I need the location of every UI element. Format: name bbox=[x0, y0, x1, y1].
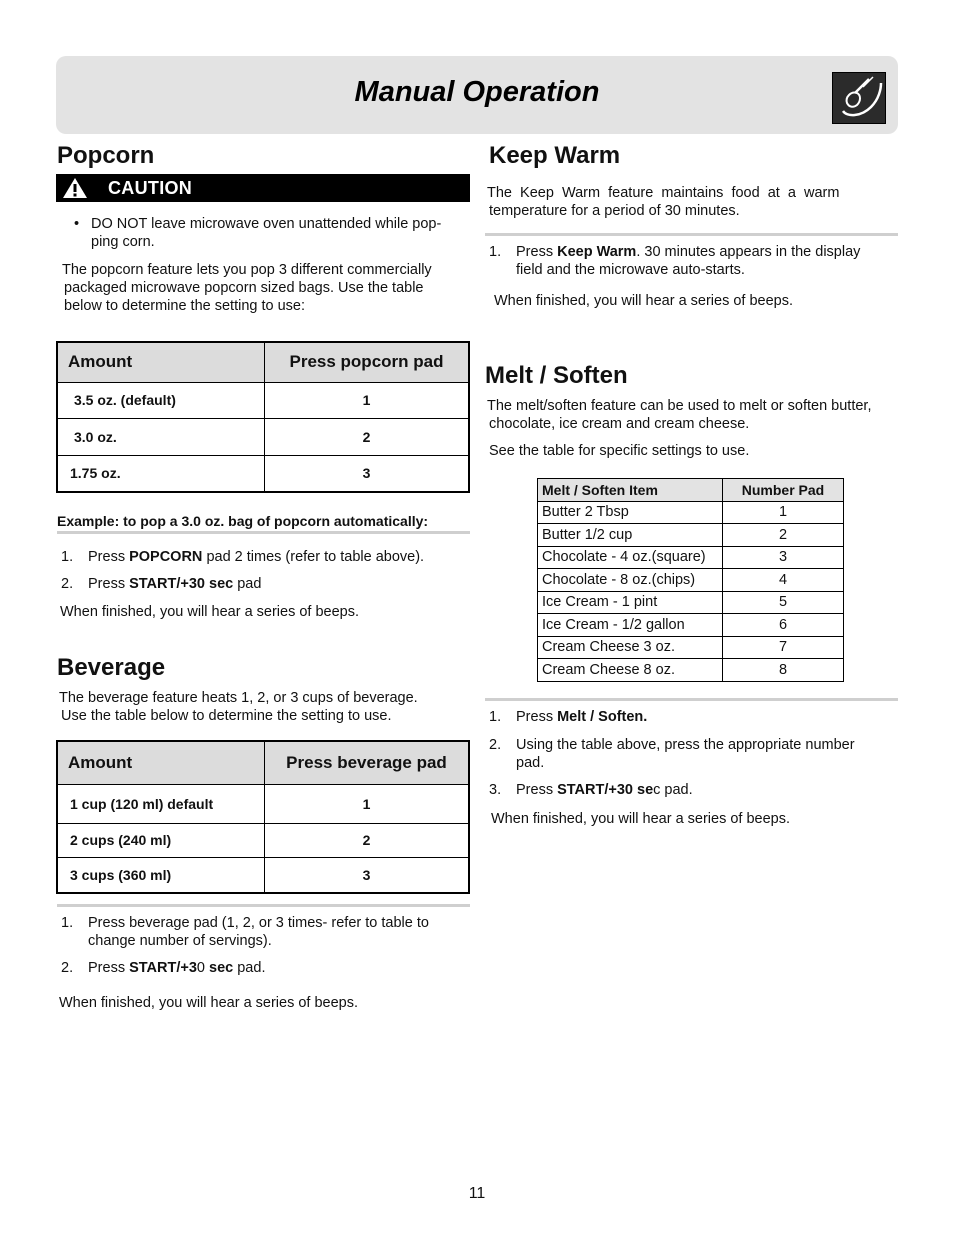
column-header-item: Melt / Soften Item bbox=[538, 479, 723, 502]
popcorn-table bbox=[56, 341, 470, 493]
item-cell: Chocolate - 4 oz.(square) bbox=[538, 546, 723, 569]
step-text: Press POPCORN pad 2 times (refer to table above). bbox=[88, 549, 425, 565]
pad-cell: 1 bbox=[265, 382, 470, 418]
pad-cell: 2 bbox=[265, 418, 470, 455]
step-text: Press START/+30 sec pad bbox=[88, 576, 262, 592]
column-header-pad: Press beverage pad bbox=[265, 741, 470, 784]
caution-bar bbox=[56, 174, 470, 202]
step-number: 2. bbox=[61, 576, 74, 592]
popcorn-heading: Popcorn bbox=[57, 142, 155, 169]
item-cell: Chocolate - 8 oz.(chips) bbox=[538, 569, 723, 592]
item-cell: Butter 1/2 cup bbox=[538, 524, 723, 547]
beverage-intro-line-2: Use the table below to determine the setting to use. bbox=[61, 708, 392, 724]
keep-warm-intro-line-1: The Keep Warm feature maintains food at a warm bbox=[487, 185, 840, 201]
pad-cell: 3 bbox=[265, 857, 470, 893]
bullet-line-1: DO NOT leave microwave oven unattended while pop- bbox=[91, 216, 442, 232]
divider bbox=[485, 698, 898, 701]
table-row bbox=[57, 455, 469, 492]
microwave-hand-icon bbox=[832, 72, 886, 124]
divider bbox=[57, 904, 470, 907]
warning-triangle-icon bbox=[62, 177, 88, 204]
table-row bbox=[538, 659, 844, 682]
bullet-dot: • bbox=[74, 216, 80, 232]
column-header-pad: Press popcorn pad bbox=[265, 342, 470, 382]
table-row bbox=[538, 524, 844, 547]
step-text: Press Melt / Soften. bbox=[516, 709, 648, 725]
melt-soften-heading: Melt / Soften bbox=[485, 362, 628, 389]
item-cell: Cream Cheese 3 oz. bbox=[538, 636, 723, 659]
table-header-row bbox=[57, 342, 469, 382]
amount-cell: 2 cups (240 ml) bbox=[57, 823, 265, 857]
pad-cell: 3 bbox=[265, 455, 470, 492]
pad-cell: 8 bbox=[723, 659, 844, 682]
pad-cell: 7 bbox=[723, 636, 844, 659]
step-text-line-1: Press Keep Warm. 30 minutes appears in the display bbox=[516, 244, 861, 260]
melt-finish: When finished, you will hear a series of beeps. bbox=[491, 811, 791, 827]
column-header-amount: Amount bbox=[57, 741, 265, 784]
beverage-table bbox=[56, 740, 470, 894]
column-header-amount: Amount bbox=[57, 342, 265, 382]
step-number: 1. bbox=[489, 709, 502, 725]
table-row bbox=[538, 546, 844, 569]
pad-cell: 3 bbox=[723, 546, 844, 569]
melt-intro-line-1: The melt/soften feature can be used to melt or soften butter, bbox=[487, 398, 872, 414]
keep-warm-heading: Keep Warm bbox=[489, 142, 621, 169]
beverage-heading: Beverage bbox=[57, 654, 166, 681]
popcorn-intro-line-1: The popcorn feature lets you pop 3 different commercially bbox=[62, 262, 432, 278]
table-row bbox=[57, 382, 469, 418]
pad-cell: 5 bbox=[723, 591, 844, 614]
step-number: 1. bbox=[61, 915, 74, 931]
step-number: 3. bbox=[489, 782, 502, 798]
step-text-line-2: pad. bbox=[516, 755, 545, 771]
table-row bbox=[57, 784, 469, 823]
page-header bbox=[56, 56, 898, 134]
table-row bbox=[538, 614, 844, 637]
divider bbox=[485, 233, 898, 236]
popcorn-intro-line-3: below to determine the setting to use: bbox=[64, 298, 306, 314]
table-row bbox=[538, 569, 844, 592]
melt-see-table: See the table for specific settings to use. bbox=[489, 443, 750, 459]
amount-cell: 1 cup (120 ml) default bbox=[57, 784, 265, 823]
step-text-line-1: Using the table above, press the appropriate number bbox=[516, 737, 855, 753]
keep-warm-finish: When finished, you will hear a series of beeps. bbox=[494, 293, 794, 309]
table-header-row bbox=[57, 741, 469, 784]
amount-cell: 3.5 oz. (default) bbox=[57, 382, 265, 418]
keep-warm-intro-line-2: temperature for a period of 30 minutes. bbox=[489, 203, 740, 219]
beverage-finish: When finished, you will hear a series of beeps. bbox=[59, 995, 359, 1011]
amount-cell: 3 cups (360 ml) bbox=[57, 857, 265, 893]
step-text: Press START/+30 sec pad. bbox=[516, 782, 693, 798]
pad-cell: 4 bbox=[723, 569, 844, 592]
table-row bbox=[538, 636, 844, 659]
popcorn-finish: When finished, you will hear a series of beeps. bbox=[60, 604, 360, 620]
pad-cell: 1 bbox=[265, 784, 470, 823]
pad-cell: 2 bbox=[723, 524, 844, 547]
table-row bbox=[57, 823, 469, 857]
divider bbox=[57, 531, 470, 534]
pad-cell: 1 bbox=[723, 501, 844, 524]
amount-cell: 1.75 oz. bbox=[57, 455, 265, 492]
step-text: Press START/+30 sec pad. bbox=[88, 960, 266, 976]
step-text-line-1: Press beverage pad (1, 2, or 3 times- refer to table to bbox=[88, 915, 429, 931]
popcorn-intro-line-2: packaged microwave popcorn sized bags. Use the table bbox=[64, 280, 424, 296]
melt-intro-line-2: chocolate, ice cream and cream cheese. bbox=[489, 416, 750, 432]
step-text-line-2: field and the microwave auto-starts. bbox=[516, 262, 745, 278]
step-number: 2. bbox=[489, 737, 502, 753]
table-row bbox=[57, 857, 469, 893]
item-cell: Butter 2 Tbsp bbox=[538, 501, 723, 524]
step-number: 1. bbox=[489, 244, 502, 260]
table-header-row bbox=[538, 479, 844, 502]
pad-cell: 2 bbox=[265, 823, 470, 857]
item-cell: Ice Cream - 1/2 gallon bbox=[538, 614, 723, 637]
step-number: 1. bbox=[61, 549, 74, 565]
melt-soften-table bbox=[537, 478, 844, 682]
item-cell: Cream Cheese 8 oz. bbox=[538, 659, 723, 682]
item-cell: Ice Cream - 1 pint bbox=[538, 591, 723, 614]
table-row bbox=[538, 591, 844, 614]
table-row bbox=[57, 418, 469, 455]
step-number: 2. bbox=[61, 960, 74, 976]
amount-cell: 3.0 oz. bbox=[57, 418, 265, 455]
table-row bbox=[538, 501, 844, 524]
column-header-pad: Number Pad bbox=[723, 479, 844, 502]
pad-cell: 6 bbox=[723, 614, 844, 637]
popcorn-example: Example: to pop a 3.0 oz. bag of popcorn automatically: bbox=[57, 513, 429, 529]
step-text-line-2: change number of servings). bbox=[88, 933, 272, 949]
beverage-intro-line-1: The beverage feature heats 1, 2, or 3 cups of beverage. bbox=[59, 690, 418, 706]
bullet-line-2: ping corn. bbox=[91, 234, 155, 250]
page-title: Manual Operation bbox=[354, 76, 600, 108]
page-number: 11 bbox=[468, 1185, 486, 1202]
caution-label: CAUTION bbox=[108, 178, 193, 198]
